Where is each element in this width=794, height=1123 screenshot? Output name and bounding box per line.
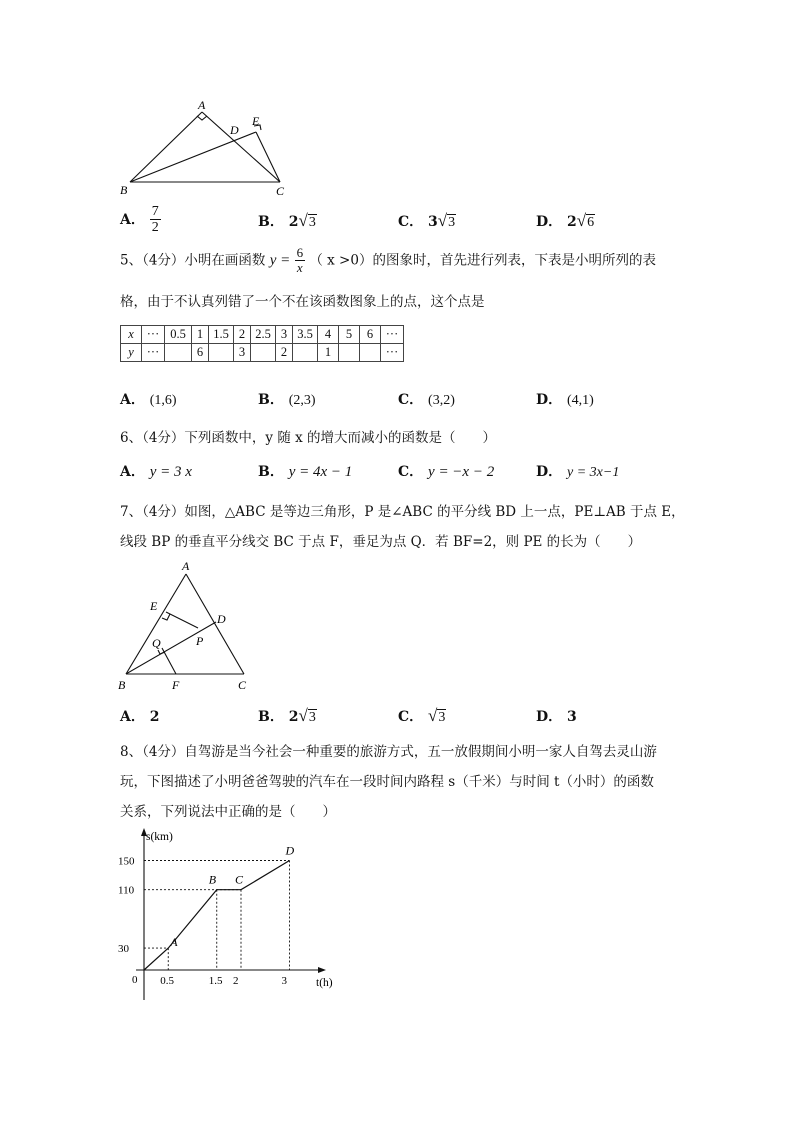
q5-option-c[interactable]: C． (3,2) xyxy=(398,392,455,408)
point-label-c: C xyxy=(235,872,244,887)
x-axis-label: t(h) xyxy=(316,977,333,989)
y-tick-label: 110 xyxy=(118,884,135,897)
x-tick-label: 3 xyxy=(281,975,287,987)
q8-stem-line3: 关系，下列说法中正确的是（ ） xyxy=(120,804,336,820)
fraction: $\frac{7}{2}$ xyxy=(151,204,159,236)
label-a: A xyxy=(198,98,206,112)
q5-function-fraction: $\frac{6}{x}$ xyxy=(296,245,304,276)
q4-option-c[interactable]: C． 3√3 xyxy=(398,211,456,230)
distance-time-chart xyxy=(110,826,350,1006)
segment-ac xyxy=(202,112,280,182)
x-tick-label: 1.5 xyxy=(208,975,223,987)
q5-option-d[interactable]: D． (4,1) xyxy=(536,392,594,408)
q6-option-b[interactable]: B． y = 4x − 1 xyxy=(258,464,353,480)
y-tick-label: 150 xyxy=(118,855,135,868)
table-row-y: y ··· 6 3 2 1 ··· xyxy=(121,344,404,362)
q8-stem-line1: 8、（4分）自驾游是当今社会一种重要的旅游方式，五一放假期间小明一家人自驾去灵山游 xyxy=(120,744,657,760)
q7-option-c[interactable]: C． √3 xyxy=(398,706,446,725)
table-row-x: x ··· 0.5 1 1.5 2 2.5 3 3.5 4 5 6 ··· xyxy=(121,326,404,344)
q7-stem-line2: 线段 BP 的垂直平分线交 BC 于点 F，垂足为点 Q．若 BF=2，则 PE 的长为（ ） xyxy=(120,534,642,550)
q6-option-a[interactable]: A． y = 3 x xyxy=(120,464,192,480)
point-label-d: D xyxy=(285,843,295,858)
sqrt-icon: √ xyxy=(298,706,308,725)
sqrt-icon: √ xyxy=(428,706,438,725)
label-q: Q xyxy=(152,636,161,650)
q4-option-d[interactable]: D． 2√6 xyxy=(536,211,595,230)
y-axis-label: s(km) xyxy=(146,831,173,843)
label-f: F xyxy=(172,678,180,692)
q8-stem-line2: 玩，下图描述了小明爸爸驾驶的汽车在一段时间内路程 s（千米）与时间 t（小时）的函数 xyxy=(120,774,654,790)
point-label-a: A xyxy=(170,935,178,950)
q7-stem-line1: 7、（4分）如图，△ABC 是等边三角形，P 是∠ABC 的平分线 BD 上一点，PE⊥AB 于点 E， xyxy=(120,504,685,520)
q6-stem: 6、（4分）下列函数中，y 随 x 的增大而减小的函数是（ ） xyxy=(120,430,497,446)
segment-ac xyxy=(186,574,244,674)
segment-ec xyxy=(256,132,280,182)
label-d: D xyxy=(217,612,226,626)
x-axis-arrow-icon xyxy=(318,967,326,973)
sqrt-icon: √ xyxy=(437,211,448,230)
segment-pe xyxy=(166,612,198,628)
sqrt-icon: √ xyxy=(576,211,587,230)
label-e: E xyxy=(150,599,158,613)
q7-figure xyxy=(110,556,270,696)
q5-value-table xyxy=(120,325,404,362)
q4-option-b[interactable]: B． 2√3 xyxy=(258,211,316,230)
segment-bd xyxy=(126,622,216,674)
point-label-b: B xyxy=(208,872,217,887)
q6-option-c[interactable]: C． y = −x − 2 xyxy=(398,464,495,480)
q6-option-d[interactable]: D． y = 3x−1 xyxy=(536,464,620,480)
q7-option-b[interactable]: B． 2√3 xyxy=(258,706,316,725)
segment-be xyxy=(130,132,256,182)
x-tick-label: 2 xyxy=(233,975,239,987)
q4-option-a[interactable]: A． $\frac{7}{2}$ xyxy=(120,204,159,236)
q7-option-d[interactable]: D． 3 xyxy=(536,709,577,725)
q5-option-b[interactable]: B． (2,3) xyxy=(258,392,316,408)
label-p: P xyxy=(196,634,204,648)
x-tick-label: 0.5 xyxy=(160,975,174,987)
q4-figure xyxy=(110,98,310,198)
label-b: B xyxy=(120,183,128,197)
label-c: C xyxy=(238,678,247,692)
q5-stem-line1: 5、（4分）小明在画函数 y = $\frac{6}{x}$ （ x >0）的图象时，首先进行列表，下表是小明所列的表 xyxy=(120,245,656,276)
q5-option-a[interactable]: A． (1,6) xyxy=(120,392,177,408)
segment-ab xyxy=(126,574,186,674)
label-e: E xyxy=(252,114,260,128)
q7-option-a[interactable]: A． 2 xyxy=(120,709,160,725)
right-angle-e xyxy=(162,614,170,620)
label-d: D xyxy=(230,123,239,137)
sqrt-icon: √ xyxy=(298,211,308,230)
q5-stem-line2: 格，由于不认真列错了一个不在该函数图象上的点，这个点是 xyxy=(120,294,485,310)
label-c: C xyxy=(276,184,285,198)
right-angle-a xyxy=(197,116,207,120)
origin-label: 0 xyxy=(132,974,138,986)
label-b: B xyxy=(118,678,126,692)
y-tick-label: 30 xyxy=(118,943,129,956)
label-a: A xyxy=(182,559,190,573)
segment-ab xyxy=(130,112,202,182)
